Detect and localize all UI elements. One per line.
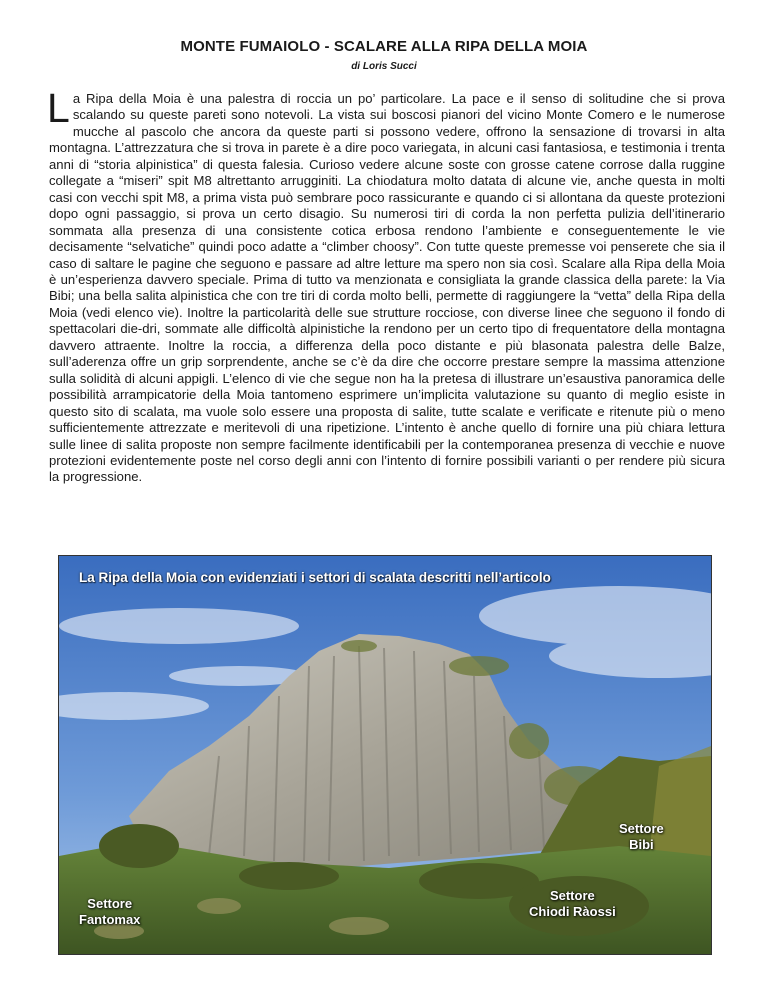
label-settore-bibi bbox=[619, 821, 664, 853]
label-settore-fantomax bbox=[79, 896, 140, 928]
author-byline: di Loris Succi bbox=[351, 61, 417, 72]
photo-caption: La Ripa della Moia con evidenziati i settori di scalata descritti nell’articolo bbox=[79, 570, 551, 585]
label-settore-chiodi bbox=[529, 888, 616, 920]
label-settore-bibi-line1: Settore bbox=[619, 821, 664, 836]
drop-cap: L bbox=[47, 85, 70, 131]
article-text: a Ripa della Moia è una palestra di roccia un po’ particolare. La pace e il senso di solitudine che si prova scalando su queste pareti sono notevoli. La vista sui boscosi pianori del vicino Monte Comero e le numerose mucche al pascolo che ancora da queste parti si possono vedere, offrono la sensazione di trovarsi in alta montagna. L’attrezzatura che si trova in parete è a dire poco variegata, in alcuni casi fantasiosa, e testimonia i trenta anni di “storia alpinistica” di questa falesia. Curioso vedere alcune soste con grosse catene corrose dalla ruggine collegate a “miseri” spit M8 altrettanto arrugginiti. La chiodatura molto datata di alcune vie, anche questa in molti casi con vecchi spit M8, a prima vista può sembrare poco rassicurante e quando ci si allontana da queste protezioni dopo ogni passaggio, si prova un certo disagio. Su numerosi tiri di corda la non perfetta pulizia dell’itinerario sommata alla presenza di una consistente cotica erbosa rendono l’ambiente e conseguentemente le vie decisamente “selvatiche” quindi poco adatte a “climber choosy”. Con tutte queste premesse voi penserete che sia il caso di saltare le pagine che seguono e passare ad altre letture ma spero non sia così. Scalare alla Ripa della Moia è un’esperienza davvero speciale. Prima di tutto va menzionata e consigliata la grande classica della parete: la Via Bibi; una bella salita alpinistica che con tre tiri di corda molto belli, permette di raggiungere la “vetta” della Ripa della Moia (vedi elenco vie). Inoltre la particolarità delle sue strutture rocciose, con diverse linee che seguono il fondo di spettacolari die-dri, sommate alle difficoltà alpinistiche la rendono per un certo tipo di frequentatore della montagna davvero attraente. Inoltre la roccia, a differenza della poco distante e più blasonata palestra delle Balze, sull’aderenza offre un grip sorprendente, anche se c’è da dire che occorre prestare sempre la massima attenzione sulla solidità di alcuni appigli. L’elenco di vie che segue non ha la pretesa di illustrare un’esaustiva panoramica delle possibilità arrampicatorie della Moia tantomeno esprimere un’implicita valutazione su quanto di meglio esiste in questo sito di scalata, ma vuole solo essere una proposta di salite, tutte scalate e verificate e ritenute più o meno sufficientemente attrezzate e meritevoli di una ripetizione. L’intento è anche quello di fornire una più chiara lettura sulle linee di salita proposte non sempre facilmente identificabili per la contemporanea presenza di vecchie e nuove protezioni evidentemente poste nel corso degli anni con l’intento di fornire possibili varianti o per rendere più sicura la progressione. bbox=[49, 91, 725, 485]
cliff-photo bbox=[58, 555, 712, 955]
article-body bbox=[47, 85, 725, 486]
label-settore-fantomax-line1: Settore bbox=[87, 896, 133, 911]
label-settore-bibi-line2: Bibi bbox=[629, 837, 654, 852]
label-settore-chiodi-line2: Chiodi Ràossi bbox=[529, 904, 616, 919]
label-settore-fantomax-line2: Fantomax bbox=[79, 912, 141, 927]
label-settore-chiodi-line1: Settore bbox=[549, 888, 595, 903]
article-title: MONTE FUMAIOLO - SCALARE ALLA RIPA DELLA MOIA bbox=[180, 38, 588, 55]
